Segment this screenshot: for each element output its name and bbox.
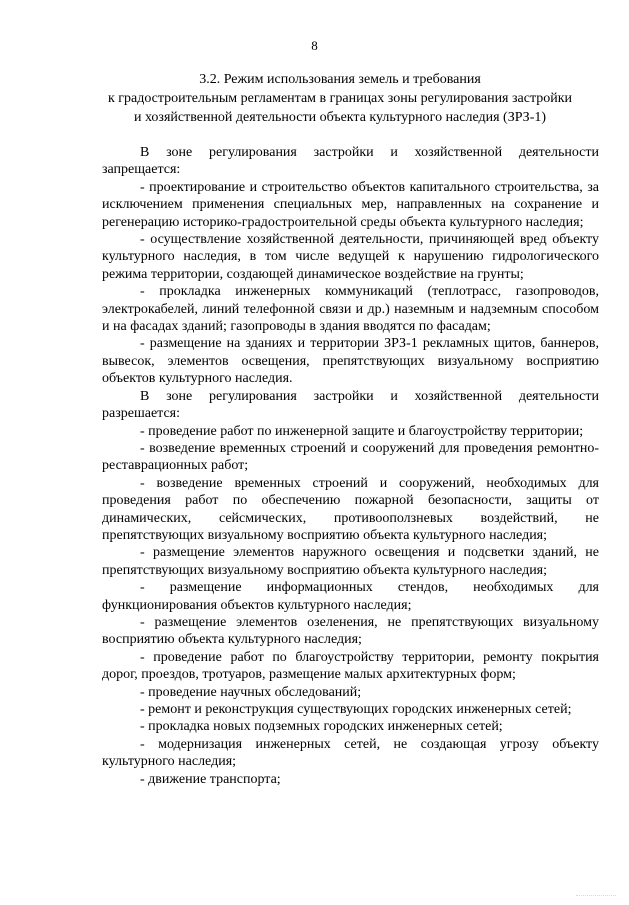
- paragraph: - проведение научных обследований;: [140, 684, 362, 700]
- paragraph: - проведение работ по благоустройству территории, ремонту покрытия дорог, проездов, тротуаров, размещение малых архитектурных форм;: [102, 649, 599, 683]
- paragraph: - размещение элементов озеленения, не препятствующих визуальному восприятию объекта культурного наследия;: [102, 614, 599, 648]
- heading-line-1: 3.2. Режим использования земель и требования: [199, 72, 481, 87]
- document-body: [102, 144, 599, 788]
- heading-line-2: к градостроительным регламентам в границах зоны регулирования застройки: [107, 91, 573, 106]
- paragraph: - размещение на зданиях и территории ЗРЗ-1 рекламных щитов, баннеров, вывесок, элементов освещения, препятствующих визуальному восприятию объектов культурного наследия.: [102, 336, 599, 387]
- page-number: 8: [311, 38, 318, 53]
- paragraph: - модернизация инженерных сетей, не создающая угрозу объекту культурного наследия;: [102, 736, 599, 770]
- paragraph-intro-prohibited: В зоне регулирования застройки и хозяйственной деятельности запрещается:: [102, 145, 599, 178]
- paragraph: - возведение временных строений и сооружений для проведения ремонтно-реставрационных работ;: [102, 440, 599, 474]
- paragraph: - прокладка инженерных коммуникаций (теплотрасс, газопроводов, электрокабелей, линий телефонной связи и др.) наземным и надземным способом и на фасадах зданий; газопроводы в здания вводятся по фасадам;: [102, 284, 599, 335]
- paragraph: - проектирование и строительство объектов капитального строительства, за исключением применения специальных мер, направленных на сохранение и регенерацию историко-градостроительной среды объекта культурного наследия;: [102, 179, 599, 230]
- scan-artifact: [576, 895, 616, 900]
- heading-line-3: и хозяйственной деятельности объекта культурного наследия (ЗРЗ-1): [133, 110, 547, 125]
- paragraph: - осуществление хозяйственной деятельности, причиняющей вред объекту культурного наследия, в том числе ведущей к нарушению гидрологического режима территории, создающей динамическое воздействие на грунты;: [102, 232, 599, 282]
- paragraph: - возведение временных строений и сооружений, необходимых для проведения работ по обеспечению пожарной безопасности, защиты от динамических, сейсмических, противооползневых воздействий, не препятствующих визуальному восприятию объекта культурного наследия;: [102, 475, 599, 543]
- paragraph-intro-permitted: В зоне регулирования застройки и хозяйственной деятельности разрешается:: [102, 388, 599, 422]
- paragraph: - размещение элементов наружного освещения и подсветки зданий, не препятствующих визуальному восприятию объекта культурного наследия;: [102, 545, 599, 578]
- paragraph: - движение транспорта;: [140, 771, 281, 787]
- section-heading: [80, 70, 600, 127]
- paragraph: - ремонт и реконструкция существующих городских инженерных сетей;: [140, 702, 572, 717]
- paragraph: - прокладка новых подземных городских инженерных сетей;: [140, 719, 503, 735]
- paragraph: - размещение информационных стендов, необходимых для функционирования объектов культурного наследия;: [102, 580, 599, 613]
- paragraph: - проведение работ по инженерной защите и благоустройству территории;: [140, 423, 584, 439]
